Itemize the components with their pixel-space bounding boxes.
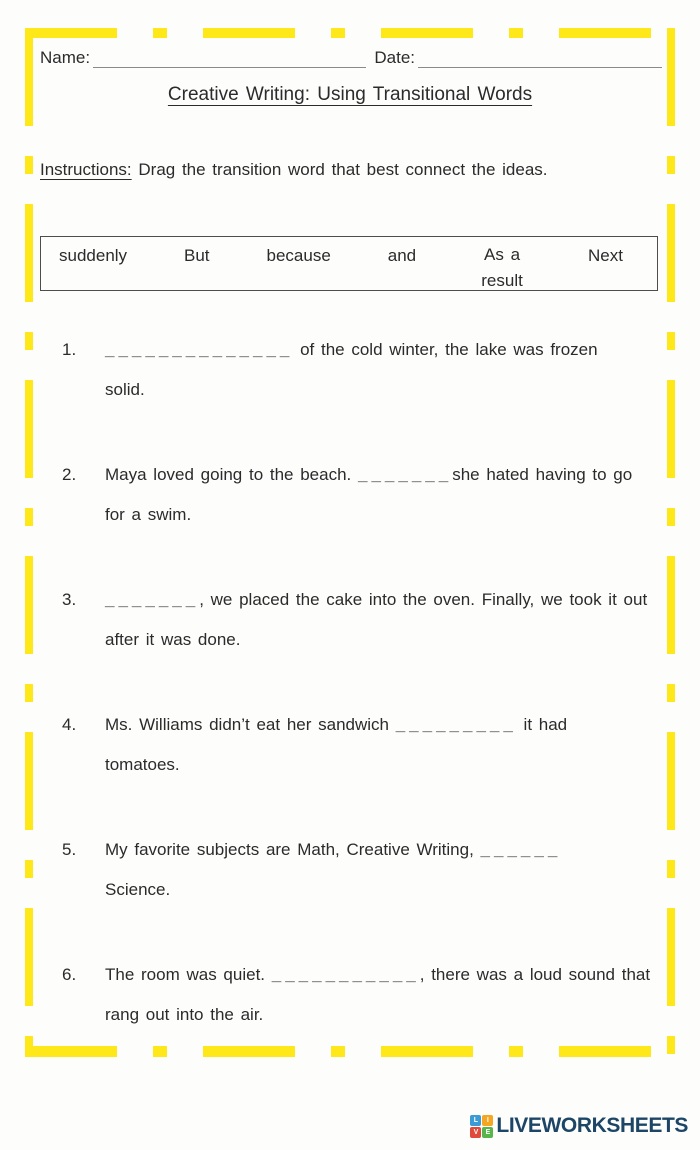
answer-blank-4[interactable]: _________ <box>395 715 517 734</box>
question-number: 5. <box>62 840 77 859</box>
question-row-2 <box>62 455 686 535</box>
question-text-line2: after it was done. <box>105 630 241 649</box>
question-text: Ms. Williams didn’t eat her sandwich <box>105 715 396 734</box>
word-bank-word-next[interactable]: Next <box>588 246 623 265</box>
date-label: Date: <box>374 48 415 67</box>
name-date-row <box>40 44 662 68</box>
question-row-5 <box>62 830 686 910</box>
answer-blank-1[interactable]: ______________ <box>105 340 294 359</box>
word-bank-word-as-a-result[interactable]: As a result <box>481 245 523 290</box>
question-row-1 <box>62 330 686 410</box>
answer-blank-6[interactable]: ___________ <box>271 965 420 984</box>
question-number: 4. <box>62 715 77 734</box>
question-number: 6. <box>62 965 77 984</box>
liveworksheets-logo[interactable] <box>470 1114 688 1138</box>
question-text-line2: Science. <box>105 880 171 899</box>
word-bank-word-suddenly[interactable]: suddenly <box>59 246 128 265</box>
answer-blank-2[interactable]: _______ <box>358 465 453 484</box>
instructions <box>40 160 674 180</box>
name-input-line[interactable] <box>93 44 366 68</box>
question-text: it had <box>516 715 568 734</box>
question-text-line2: for a swim. <box>105 505 192 524</box>
question-number: 1. <box>62 340 77 359</box>
answer-blank-5[interactable]: ______ <box>480 840 562 859</box>
page-border-top <box>25 28 675 38</box>
question-text-line2: rang out into the air. <box>105 1005 264 1024</box>
logo-square-l: L <box>470 1115 481 1126</box>
date-input-line[interactable] <box>418 44 662 68</box>
question-number: 2. <box>62 465 77 484</box>
liveworksheets-wordmark: LIVEWORKSHEETS <box>496 1114 688 1137</box>
question-text: , we placed the cake into the oven. Finally, we took it out <box>199 590 648 609</box>
question-row-6 <box>62 955 686 1035</box>
question-text: Maya loved going to the beach. <box>105 465 358 484</box>
question-text: she hated having to go <box>452 465 633 484</box>
question-text: of the cold winter, the lake was frozen <box>293 340 598 359</box>
word-bank-word-but[interactable]: But <box>184 246 210 265</box>
question-text: My favorite subjects are Math, Creative Writing, <box>105 840 481 859</box>
question-list <box>62 330 686 1080</box>
question-text: The room was quiet. <box>105 965 272 984</box>
logo-square-i: I <box>482 1115 493 1126</box>
word-bank-word-because[interactable]: because <box>266 246 331 265</box>
question-text: , there was a loud sound that <box>419 965 651 984</box>
question-row-4 <box>62 705 686 785</box>
instructions-text: Drag the transition word that best connect the ideas. <box>131 160 548 179</box>
question-text-line2: solid. <box>105 380 145 399</box>
answer-blank-3[interactable]: _______ <box>105 590 200 609</box>
word-bank <box>40 236 658 291</box>
logo-square-e: E <box>482 1127 493 1138</box>
page-title: Creative Writing: Using Transitional Words <box>167 84 533 105</box>
question-row-3 <box>62 580 686 660</box>
question-number: 3. <box>62 590 77 609</box>
question-text-line2: tomatoes. <box>105 755 180 774</box>
name-label: Name: <box>40 48 91 67</box>
liveworksheets-logo-icon <box>470 1115 493 1138</box>
instructions-label: Instructions: <box>40 160 132 179</box>
page-border-left <box>25 28 33 1057</box>
logo-square-v: V <box>470 1127 481 1138</box>
word-bank-word-and[interactable]: and <box>387 246 417 265</box>
